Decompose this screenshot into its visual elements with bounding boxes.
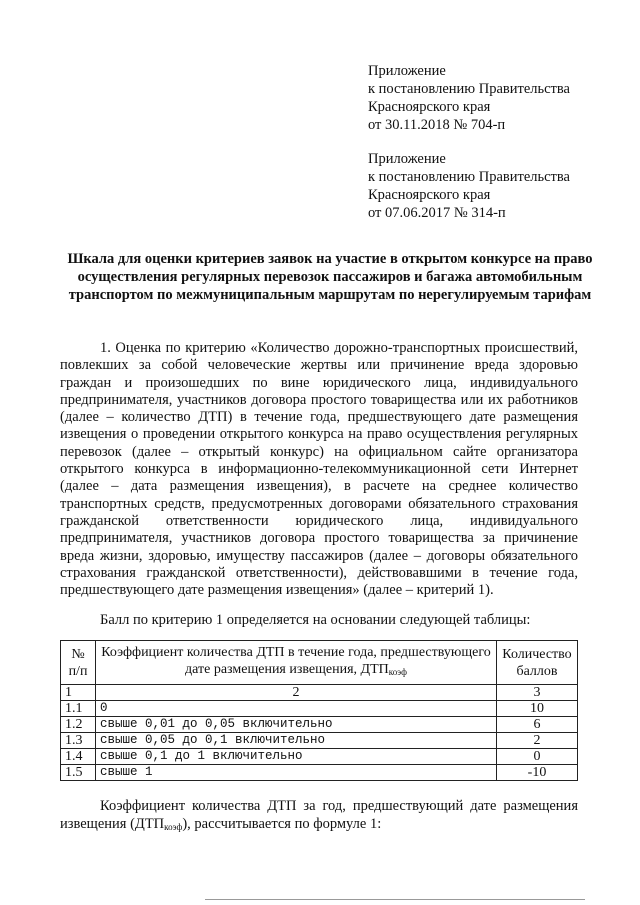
appendix-line: Приложение [368,63,446,79]
formula-intro-text-end: ), рассчитывается по формуле 1: [182,816,382,832]
col-coefficient-header [96,641,497,685]
row-number: 1.2 [61,717,96,733]
table-row [61,717,578,733]
row-coefficient: свыше 0,05 до 0,1 включительно [96,733,497,749]
table-header-row [61,641,578,685]
row-number: 1.4 [61,749,96,765]
appendix-line: Приложение [368,151,446,167]
formula-intro [60,797,578,836]
appendix-header-2017 [368,150,570,222]
row-points: -10 [497,765,578,781]
row-coefficient: 0 [96,701,497,717]
table-row [61,685,578,701]
table-row [61,701,578,717]
col-points-header: Количество баллов [497,641,578,685]
row-number: 1.3 [61,733,96,749]
row-number: 1 [61,685,96,701]
table-row [61,749,578,765]
row-coefficient: свыше 0,1 до 1 включительно [96,749,497,765]
table-row [61,733,578,749]
row-coefficient: 2 [96,685,497,701]
row-points: 2 [497,733,578,749]
appendix-line: к постановлению Правительства [368,81,570,97]
score-intro: Балл по критерию 1 определяется на основании следующей таблицы: [100,612,531,628]
appendix-line: Красноярского края [368,99,491,115]
appendix-line: от 07.06.2017 № 314-п [368,205,506,221]
paragraph-1: 1. Оценка по критерию «Количество дорожно-транспортных происшествий, повлекших за собой человеческие жертвы или причинение вреда здоровью граждан и произошедших по вине юридического лица, индивидуального предпринимателя, участников договора простого товарищества или их работников (далее – количество ДТП) в течение года, предшествующего дате размещения извещения о проведении открытого конкурса на право осуществления регулярных перевозок (далее – открытый конкурс) на официальном сайте организатора открытого конкурса в информационно-телекоммуникационной сети Интернет (далее – дата размещения извещения), в расчете на среднее количество транспортных средств, предусмотренных договорами обязательного страхования гражданской ответственности юридического лица, индивидуального предпринимателя, участников договора простого товарищества за причинение вреда жизни, здоровью, имуществу пассажиров (далее – договоры обязательного страхования гражданской ответственности), действовавшими в течение года, предшествующего дате размещения извещения» (далее – критерий 1). [60,340,578,599]
appendix-line: Красноярского края [368,187,491,203]
appendix-header-2018 [368,62,570,134]
col-coefficient-label: Коэффициент количества ДТП в течение года, предшествующего дате размещения извещения, ДТП [101,645,491,677]
col-coefficient-sub: коэф [388,667,407,677]
col-number-header: № п/п [61,641,96,685]
formula-intro-sub: коэф [164,822,183,832]
table-row [61,765,578,781]
row-coefficient: свыше 1 [96,765,497,781]
appendix-line: от 30.11.2018 № 704-п [368,117,506,133]
document-title: Шкала для оценки критериев заявок на участие в открытом конкурсе на право осуществления регулярных перевозок пассажиров и багажа автомобильным транспортом по межмуниципальным маршрутам по нерегулируемым тарифам [67,251,593,303]
row-points: 10 [497,701,578,717]
appendix-line: к постановлению Правительства [368,169,570,185]
row-points: 0 [497,749,578,765]
row-number: 1.5 [61,765,96,781]
formula-intro-text: Коэффициент количества ДТП за год, предшествующий дате размещения извещения (ДТП [60,798,578,832]
row-number: 1.1 [61,701,96,717]
page-bottom-rule [205,899,585,900]
score-table [60,640,578,781]
row-points: 6 [497,717,578,733]
row-points: 3 [497,685,578,701]
row-coefficient: свыше 0,01 до 0,05 включительно [96,717,497,733]
